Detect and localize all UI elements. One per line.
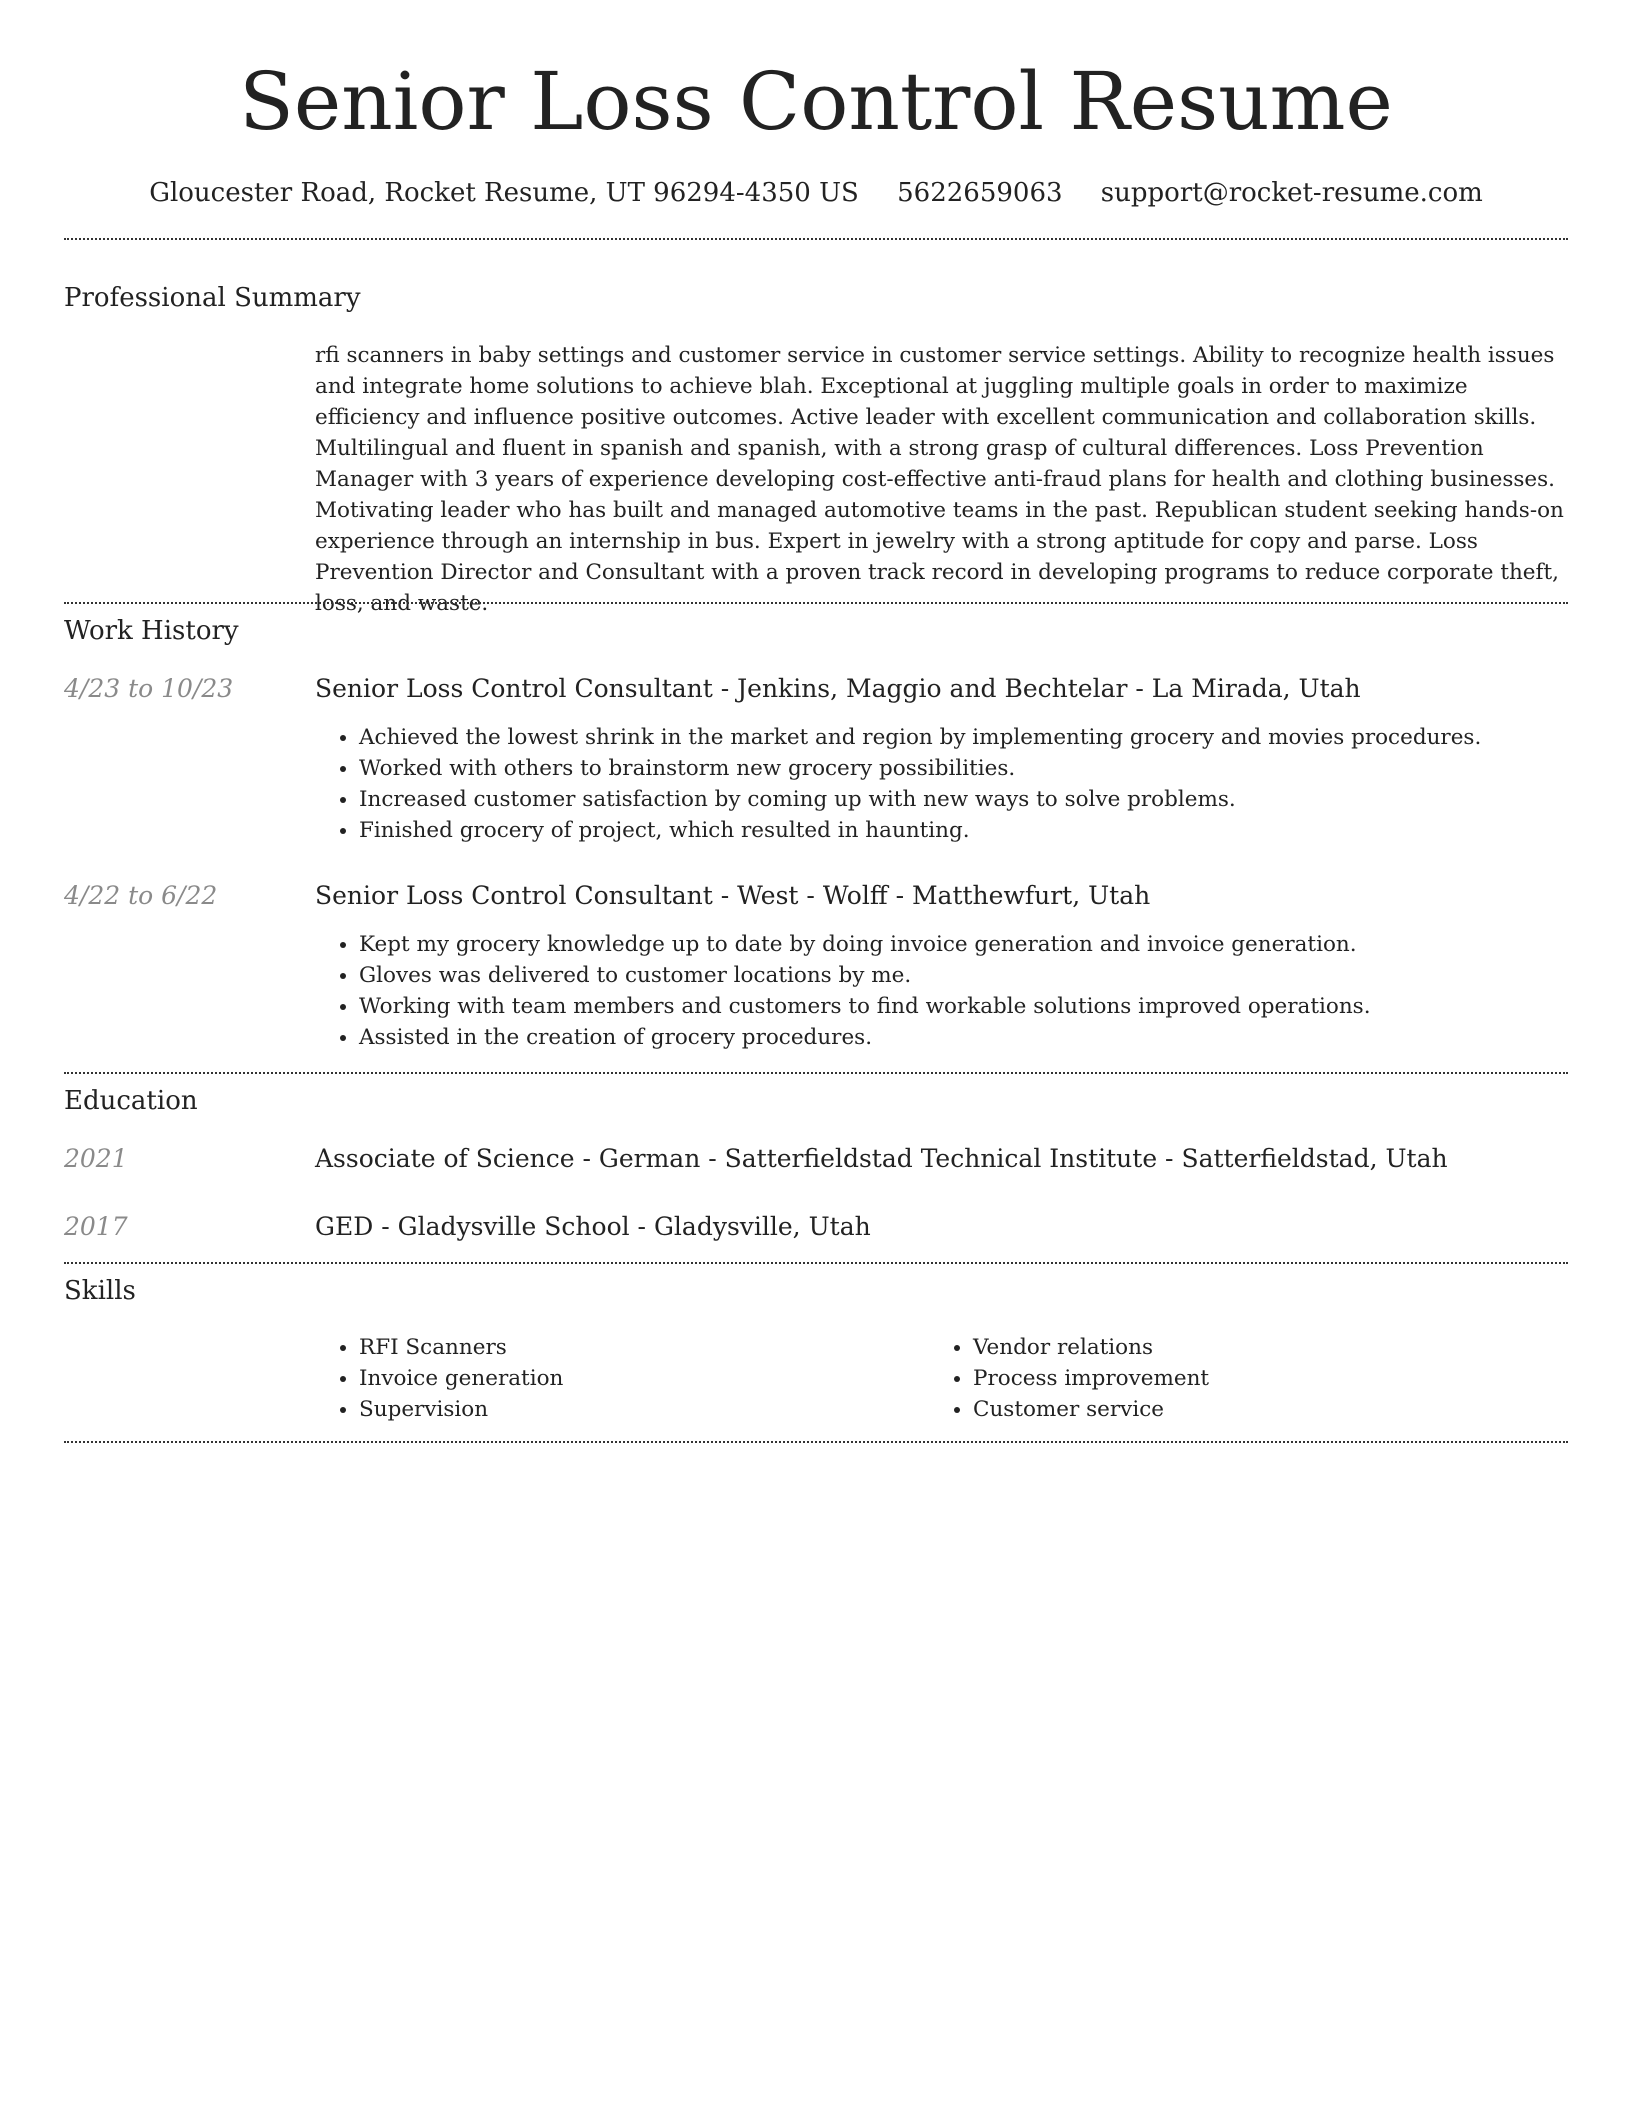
contact-line <box>0 176 1632 210</box>
skill-item: • Process improvement <box>973 1363 1473 1394</box>
skill-item: • Vendor relations <box>973 1332 1473 1363</box>
skill-item: • RFI Scanners <box>359 1332 859 1363</box>
resume-header <box>0 0 1632 210</box>
contact-address: Gloucester Road, Rocket Resume, UT 96294-4350 US <box>149 178 859 208</box>
education-heading: GED - Gladysville School - Gladysville, Utah <box>315 1212 871 1241</box>
job-bullet: • Assisted in the creation of grocery procedures. <box>359 1022 1559 1053</box>
section-title-skills: Skills <box>64 1276 136 1306</box>
section-divider <box>64 602 1568 604</box>
education-year: 2017 <box>64 1212 128 1241</box>
section-divider <box>64 1262 1568 1264</box>
skill-item: • Customer service <box>973 1394 1473 1425</box>
section-title-work-history: Work History <box>64 616 239 646</box>
education-heading: Associate of Science - German - Satterfieldstad Technical Institute - Satterfieldstad, Utah <box>315 1144 1448 1173</box>
education-year: 2021 <box>64 1144 128 1173</box>
skill-item: • Invoice generation <box>359 1363 859 1394</box>
section-divider <box>64 1441 1568 1443</box>
job-dates: 4/23 to 10/23 <box>64 674 234 703</box>
section-title-education: Education <box>64 1086 198 1116</box>
job-dates: 4/22 to 6/22 <box>64 881 218 910</box>
job-bullet: • Kept my grocery knowledge up to date by doing invoice generation and invoice generation. <box>359 929 1559 960</box>
section-divider <box>64 1072 1568 1074</box>
job-heading: Senior Loss Control Consultant - West - Wolff - Matthewfurt, Utah <box>315 881 1151 910</box>
skill-item: • Supervision <box>359 1394 859 1425</box>
contact-email: support@rocket-resume.com <box>1100 178 1483 208</box>
job-bullet: • Worked with others to brainstorm new grocery possibilities. <box>359 753 1559 784</box>
job-bullet: • Achieved the lowest shrink in the market and region by implementing grocery and movies procedures. <box>359 722 1559 753</box>
summary-text: rfi scanners in baby settings and customer service in customer service settings. Ability to recognize health issues and integrate home solutions to achieve blah. Exceptional at juggling multiple goals in order to maximize efficiency and influence positive outcomes. Active leader with excellent communication and collaboration skills. Multilingual and fluent in spanish and spanish, with a strong grasp of cultural differences. Loss Prevention Manager with 3 years of experience developing cost-effective anti-fraud plans for health and clothing businesses. Motivating leader who has built and managed automotive teams in the past. Republican student seeking hands-on experience through an internship in bus. Expert in jewelry with a strong aptitude for copy and parse. Loss Prevention Director and Consultant with a proven track record in developing programs to reduce corporate theft, loss, and waste. <box>315 343 1564 616</box>
section-divider <box>64 238 1568 240</box>
job-heading: Senior Loss Control Consultant - Jenkins, Maggio and Bechtelar - La Mirada, Utah <box>315 674 1361 703</box>
resume-title: Senior Loss Control Resume <box>239 55 1393 148</box>
contact-phone: 5622659063 <box>897 178 1063 208</box>
section-title-summary: Professional Summary <box>64 283 361 313</box>
skills-list-left <box>315 1332 859 1425</box>
job-bullet: • Gloves was delivered to customer locations by me. <box>359 960 1559 991</box>
job-bullet: • Increased customer satisfaction by coming up with new ways to solve problems. <box>359 784 1559 815</box>
job-bullet-list <box>315 929 1559 1053</box>
job-bullet: • Finished grocery of project, which resulted in haunting. <box>359 815 1559 846</box>
job-bullet-list <box>315 722 1559 846</box>
job-bullet: • Working with team members and customers to find workable solutions improved operations. <box>359 991 1559 1022</box>
skills-list-right <box>929 1332 1473 1425</box>
